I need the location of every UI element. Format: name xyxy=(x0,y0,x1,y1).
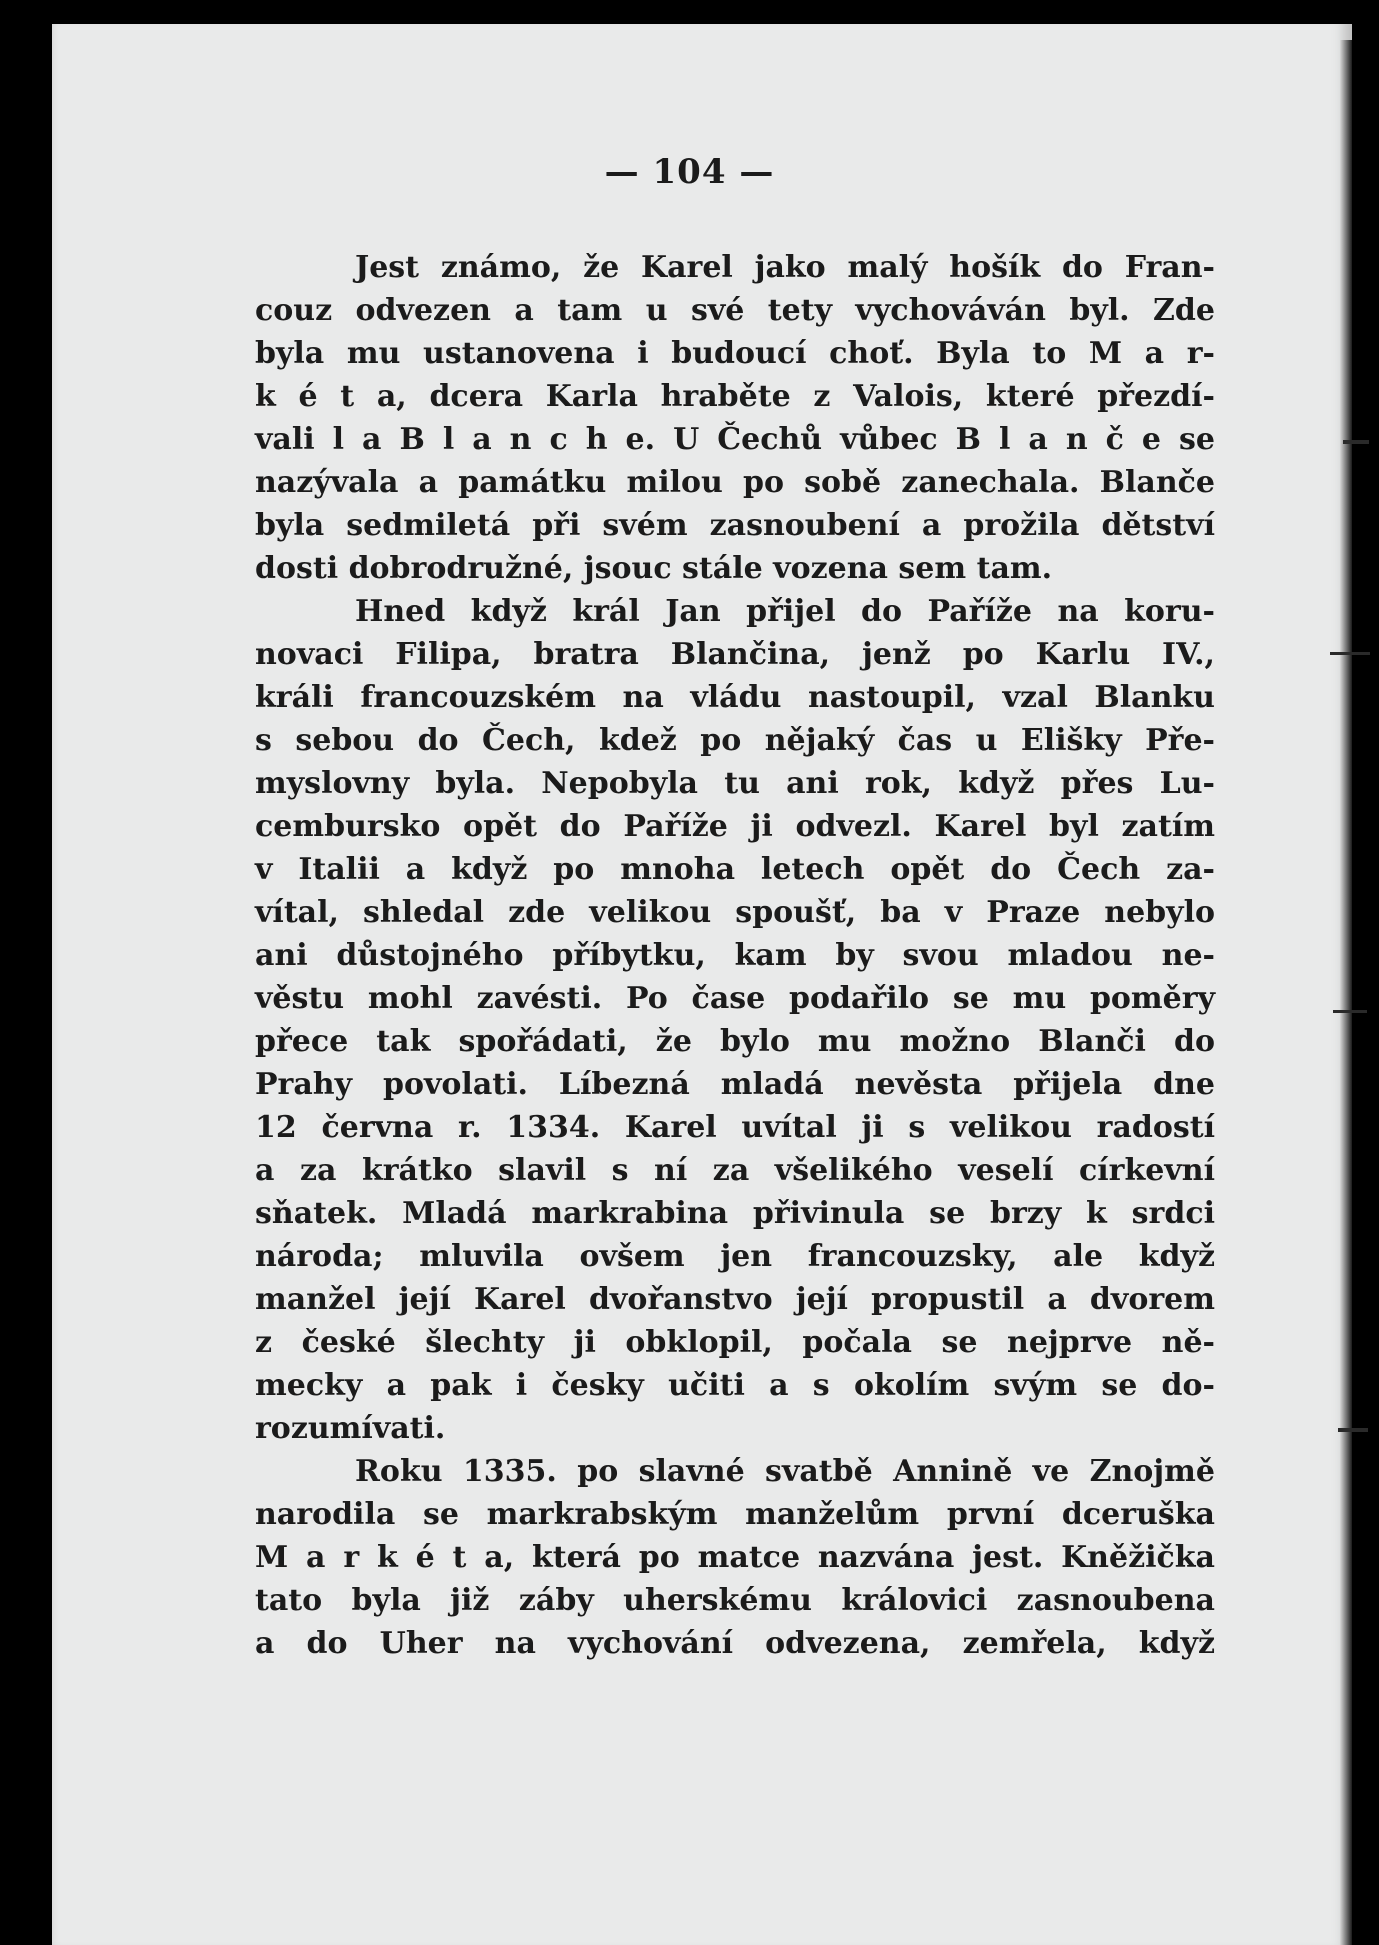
text-line: narodila se markrabským manželům první dceruška xyxy=(255,1497,1215,1532)
text-line: novaci Filipa, bratra Blančina, jenž po Karlu IV., xyxy=(255,637,1215,672)
text-line: věstu mohl zavésti. Po čase podařilo se mu poměry xyxy=(255,981,1215,1016)
text-line: sňatek. Mladá markrabina přivinula se brzy k srdci xyxy=(255,1196,1215,1231)
text-line: přece tak spořádati, že bylo mu možno Blanči do xyxy=(255,1024,1215,1059)
text-line: z české šlechty ji obklopil, počala se nejprve ně- xyxy=(255,1325,1215,1360)
text-line: králi francouzském na vládu nastoupil, vzal Blanku xyxy=(255,680,1215,715)
text-line: dosti dobrodružné, jsouc stále vozena sem tam. xyxy=(255,551,1053,586)
text-line: s sebou do Čech, kdež po nějaký čas u Elišky Pře- xyxy=(255,723,1215,758)
text-line: rozumívati. xyxy=(255,1411,446,1446)
text-line: Prahy povolati. Líbezná mladá nevěsta přijela dne xyxy=(255,1067,1215,1102)
text-line: M a r k é t a, která po matce nazvána jest. Kněžička xyxy=(255,1540,1215,1575)
text-line: couz odvezen a tam u své tety vychováván byl. Zde xyxy=(255,293,1215,328)
text-line: nazývala a památku milou po sobě zanechala. Blanče xyxy=(255,465,1215,500)
margin-mark xyxy=(1338,1428,1368,1432)
margin-mark xyxy=(1343,440,1369,444)
text-line: v Italii a když po mnoha letech opět do Čech za- xyxy=(255,852,1215,887)
text-line: manžel její Karel dvořanstvo její propustil a dvorem xyxy=(255,1282,1215,1317)
text-line: myslovny byla. Nepobyla tu ani rok, když přes Lu- xyxy=(255,766,1215,801)
text-line: národa; mluvila ovšem jen francouzsky, ale když xyxy=(255,1239,1215,1274)
text-line: byla sedmiletá při svém zasnoubení a prožila dětství xyxy=(255,508,1215,543)
text-line: vítal, shledal zde velikou spoušť, ba v Praze nebylo xyxy=(255,895,1215,930)
text-line: k é t a, dcera Karla hraběte z Valois, které přezdí- xyxy=(255,379,1215,414)
page-number: — 104 — xyxy=(604,152,775,192)
text-line: Hned když král Jan přijel do Paříže na koru- xyxy=(355,594,1215,629)
page-binding-edge xyxy=(1340,40,1352,1945)
text-line: Roku 1335. po slavné svatbě Annině ve Znojmě xyxy=(355,1454,1215,1489)
text-line: mecky a pak i česky učiti a s okolím svým se do- xyxy=(255,1368,1215,1403)
text-line: vali l a B l a n c h e. U Čechů vůbec B l a n č e se xyxy=(255,422,1215,457)
text-line: ani důstojného příbytku, kam by svou mladou ne- xyxy=(255,938,1215,973)
text-line: 12 června r. 1334. Karel uvítal ji s velikou radostí xyxy=(255,1110,1215,1145)
margin-mark xyxy=(1330,652,1370,655)
text-line: a za krátko slavil s ní za všelikého veselí církevní xyxy=(255,1153,1215,1188)
text-line: Jest známo, že Karel jako malý hošík do Fran- xyxy=(355,250,1215,285)
text-line: tato byla již záby uherskému královici zasnoubena xyxy=(255,1583,1215,1618)
text-line: cembursko opět do Paříže ji odvezl. Karel byl zatím xyxy=(255,809,1215,844)
text-line: a do Uher na vychování odvezena, zemřela, když xyxy=(255,1626,1215,1661)
margin-mark xyxy=(1333,1010,1367,1013)
text-line: byla mu ustanovena i budoucí choť. Byla to M a r- xyxy=(255,336,1215,371)
